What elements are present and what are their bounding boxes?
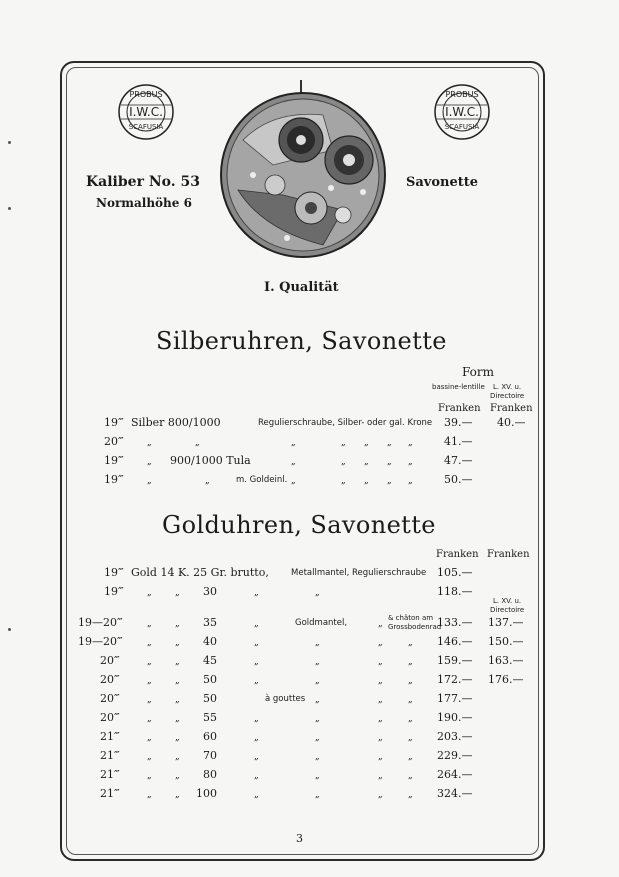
caliber-height: Normalhöhe 6 [96,196,192,210]
silver-row: 19‴ Silber 800/1000 Regulierschraube, Silber- oder gal. Krone 39.— 40.— [104,416,526,429]
caliber-type: Savonette [406,175,479,190]
gold-row: 20‴ „ „ 50 „ „ „ „ 172.— 176.— [100,673,524,686]
margin-mark [8,141,11,144]
silver-col2-header-1: L. XV. u. [493,383,522,391]
quality-label: I. Qualität [264,280,339,295]
margin-mark [8,207,11,210]
gold-row: 20‴ „ „ 50 à gouttes „ „ „ 177.— [100,692,473,705]
gold-row: 20‴ „ „ 45 „ „ „ „ 159.— 163.— [100,654,524,667]
silver-row: 20‴ „ „ „ „ „ „ „ 41.— [104,435,473,448]
silver-currency-1: Franken [438,403,481,414]
gold-currency-2: Franken [487,549,530,560]
silver-heading: Silberuhren, Savonette [156,327,447,355]
silver-row: 19‴ „ 900/1000 Tula „ „ „ „ „ 47.— [104,454,473,467]
gold-col2-header-2: Directoire [490,606,525,614]
gold-col2-header-1: L. XV. u. [493,597,522,605]
gold-row: 21‴ „ „ 100 „ „ „ „ 324.— [100,787,473,800]
gold-row: 19‴ Gold 14 K. 25 Gr. brutto, Metallmantel, Regulierschraube 105.— [104,566,473,579]
iwc-seal-left: PROBUS I.W.C. SCAFUSIA [117,83,175,141]
gold-row: 19—20‴ „ „ 35 „ Goldmantel, „ 133.— 137.— [78,616,524,629]
gold-row: 20‴ „ „ 55 „ „ „ „ 190.— [100,711,473,724]
gold-heading: Golduhren, Savonette [162,511,436,539]
gold-row: 21‴ „ „ 60 „ „ „ „ 203.— [100,730,473,743]
watch-movement-illustration [213,80,393,260]
gold-currency-1: Franken [436,549,479,560]
iwc-seal-right: PROBUS I.W.C. SCAFUSIA [433,83,491,141]
silver-row: 19‴ „ „ m. Goldeinl. „ „ „ „ „ 50.— [104,473,473,486]
chaton-note-2: Grossbodenrad [388,623,442,631]
page-number: 3 [296,832,303,845]
gold-row: 19‴ „ „ 30 „ „ 118.— [104,585,473,598]
gold-row: 21‴ „ „ 80 „ „ „ „ 264.— [100,768,473,781]
silver-col2-header-2: Directoire [490,392,525,400]
caliber-title: Kaliber No. 53 [86,174,200,190]
chaton-note-1: & châton am [388,614,434,622]
gold-row: 21‴ „ „ 70 „ „ „ „ 229.— [100,749,473,762]
form-label: Form [462,365,495,379]
silver-col1-header: bassine-lentille [432,383,485,391]
silver-currency-2: Franken [490,403,533,414]
gold-row: 19—20‴ „ „ 40 „ „ „ „ 146.— 150.— [78,635,524,648]
